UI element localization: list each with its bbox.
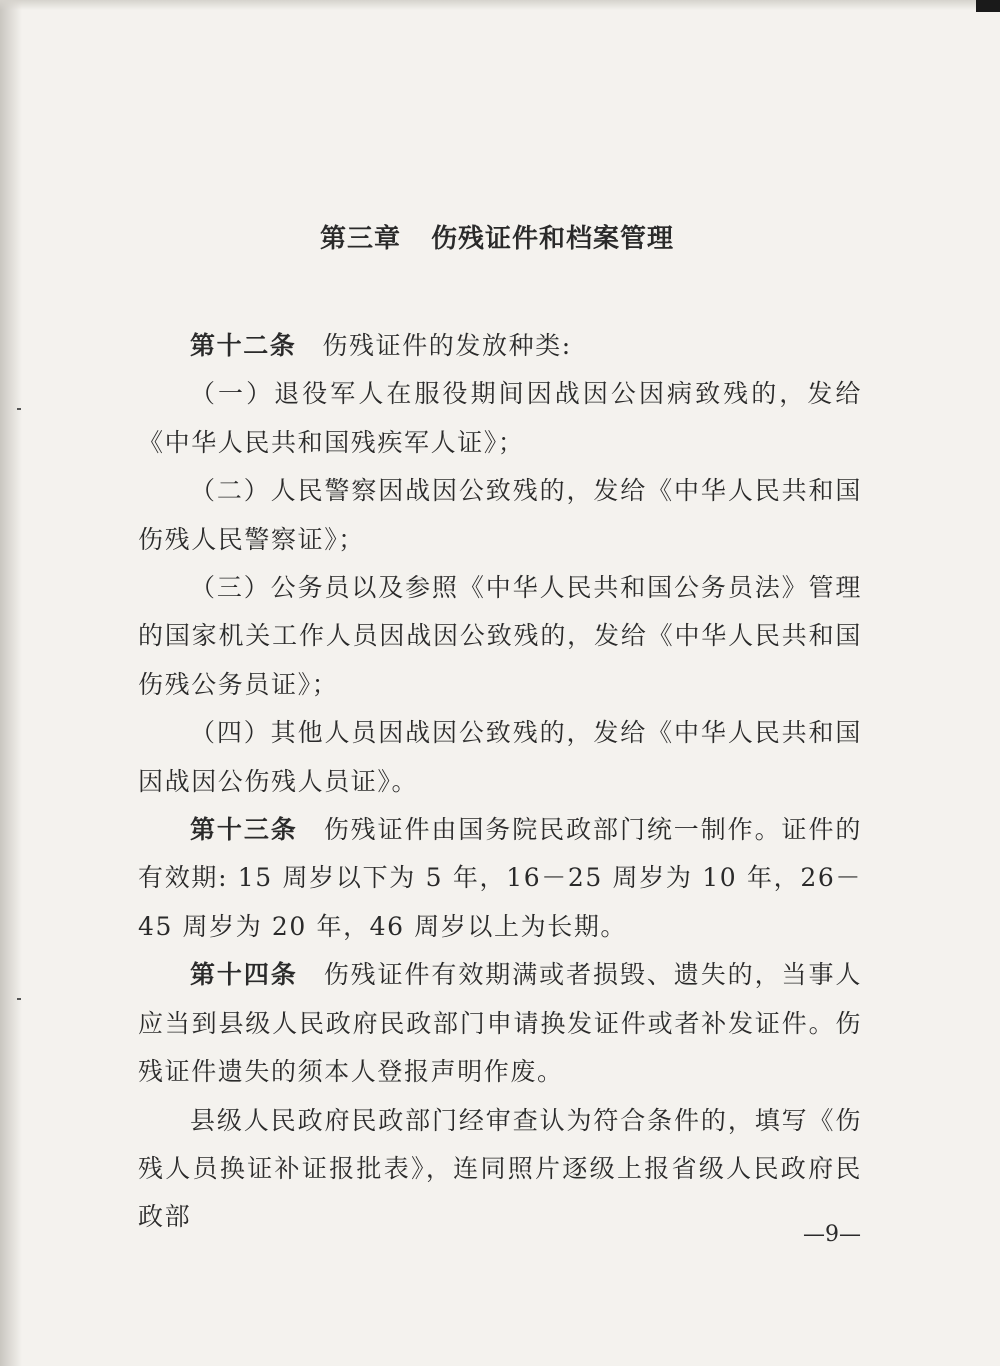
paragraph-item-3 [138, 564, 862, 709]
scan-speck [17, 408, 21, 410]
chapter-title-text: 伤残证件和档案管理 [431, 224, 675, 254]
paragraph-item-2 [138, 467, 862, 564]
scan-corner-mark [976, 0, 1000, 12]
page-top-shadow [0, 0, 1000, 10]
article-label: 第十四条 [190, 960, 298, 990]
paragraph-article-12 [138, 322, 862, 370]
chapter-heading [0, 218, 994, 255]
paragraph-text: （三）公务员以及参照《中华人民共和国公务员法》管理的国家机关工作人员因战因公致残的，发给《中华人民共和国伤残公务员证》； [138, 573, 862, 699]
paragraph-article-13 [138, 806, 862, 951]
article-label: 第十二条 [190, 331, 297, 360]
paragraph-text: （一）退役军人在服役期间因战因公因病致残的，发给《中华人民共和国残疾军人证》； [138, 379, 862, 457]
paragraph-article-14-cont [138, 1097, 862, 1242]
paragraph-article-14 [138, 951, 862, 1096]
article-label: 第十三条 [190, 815, 298, 845]
paragraph-text: 伤残证件由国务院民政部门统一制作。证件的有效期: 15 周岁以下为 5 年，16－25 周岁为 10 年，26－45 周岁为 20 年，46 周岁以上为长期。 [138, 815, 862, 941]
page-edge-shadow [0, 0, 22, 1366]
document-body [138, 322, 862, 1242]
paragraph-text: 伤残证件有效期满或者损毁、遗失的，当事人应当到县级人民政府民政部门申请换发证件或者补发证件。伤残证件遗失的须本人登报声明作废。 [138, 960, 862, 1087]
scan-speck [17, 998, 21, 1000]
paragraph-text: 县级人民政府民政部门经审查认为符合条件的，填写《伤残人员换证补证报批表》，连同照片逐级上报省级人民政府民政部 [138, 1105, 862, 1232]
paragraph-text: （二）人民警察因战因公致残的，发给《中华人民共和国伤残人民警察证》； [138, 476, 862, 554]
chapter-number: 第三章 [319, 224, 401, 254]
paragraph-item-1 [138, 370, 862, 467]
page-number: —9— [803, 1222, 861, 1247]
paragraph-text: 伤残证件的发放种类: [322, 331, 572, 360]
paragraph-text: （四）其他人员因战因公致残的，发给《中华人民共和国因战因公伤残人员证》。 [138, 718, 862, 796]
paragraph-item-4 [138, 709, 862, 806]
